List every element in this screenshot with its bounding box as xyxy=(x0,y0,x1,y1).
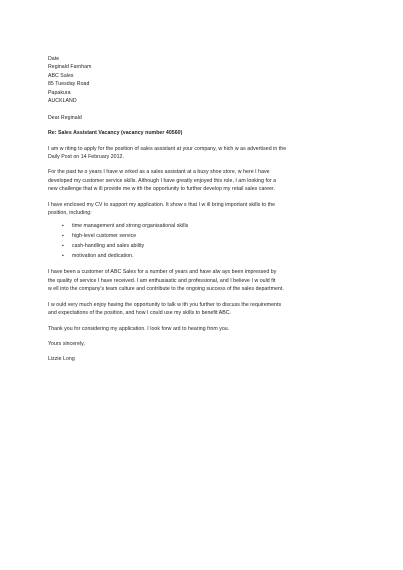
bullet-icon: ▪ xyxy=(62,243,64,250)
list-item xyxy=(48,251,298,261)
bullet-icon: ▪ xyxy=(62,223,64,230)
paragraph-thanks: Thank you for considering my application. I look forw ard to hearing from you. xyxy=(48,325,230,332)
recipient-name: Reginald Farnham xyxy=(48,64,92,71)
paragraph-cv xyxy=(48,201,298,218)
list-item xyxy=(48,231,298,241)
skill-text: high-level customer service xyxy=(72,233,137,240)
recipient-address-block xyxy=(48,55,298,105)
skill-text: cash-handling and sales ability xyxy=(72,243,145,250)
paragraph-line: and expectations of the position, and how I could use my skills to benefit ABC. xyxy=(48,310,232,317)
subject-line: Re: Sales Assistant Vacancy (vacancy number 40560) xyxy=(48,130,183,137)
skill-text: motivation and dedication. xyxy=(72,253,134,260)
paragraph-line: new challenge that w ill provide me w ith the opportunity to further develop my retail sales career. xyxy=(48,186,276,193)
recipient-suburb: Papakura xyxy=(48,89,71,96)
recipient-company: ABC Sales xyxy=(48,72,74,79)
skill-text: time management and strong organisational skills xyxy=(72,223,189,230)
list-item xyxy=(48,221,298,231)
paragraph-experience xyxy=(48,168,298,193)
paragraph-line: the quality of service I have received. I am enthusiastic and professional, and I believe I w ould fit xyxy=(48,277,276,284)
paragraph-interview xyxy=(48,301,298,318)
recipient-street: 85 Tuesday Road xyxy=(48,81,90,88)
paragraph-line: I w ould very much enjoy having the opportunity to talk w ith you further to discuss the requirements xyxy=(48,301,282,308)
list-item xyxy=(48,241,298,251)
paragraph-line: I am w riting to apply for the position of sales assistant at your company, w hich w as advertised in the xyxy=(48,145,287,152)
paragraph-line: developed my customer service skills. Although I have greatly enjoyed this role, I am looking for a xyxy=(48,177,277,184)
paragraph-line: position, including: xyxy=(48,210,92,217)
recipient-city: AUCKLAND xyxy=(48,98,77,105)
paragraph-line: I have enclosed my CV to support my application. It show s that I w ill bring important skills to the xyxy=(48,201,276,208)
paragraph-line: For the past tw o years I have w orked as a sales assistant at a busy shoe store, w here I have xyxy=(48,169,270,176)
paragraph-intro xyxy=(48,145,298,162)
paragraph-line: Daily Post on 14 February 2012. xyxy=(48,154,124,161)
paragraph-customer xyxy=(48,268,298,293)
closing: Yours sincerely, xyxy=(48,340,85,347)
cover-letter xyxy=(48,55,298,364)
paragraph-line: I have been a customer of ABC Sales for a number of years and have alw ays been impressed by xyxy=(48,269,277,276)
skills-list xyxy=(48,221,298,261)
paragraph-line: w ell into the company's team culture and contribute to the ongoing success of the sales department. xyxy=(48,286,284,293)
salutation: Dear Reginald xyxy=(48,114,82,121)
bullet-icon: ▪ xyxy=(62,233,64,240)
bullet-icon: ▪ xyxy=(62,253,64,260)
signature-name: Lizzie Long xyxy=(48,356,75,363)
date-line: Date xyxy=(48,56,60,62)
